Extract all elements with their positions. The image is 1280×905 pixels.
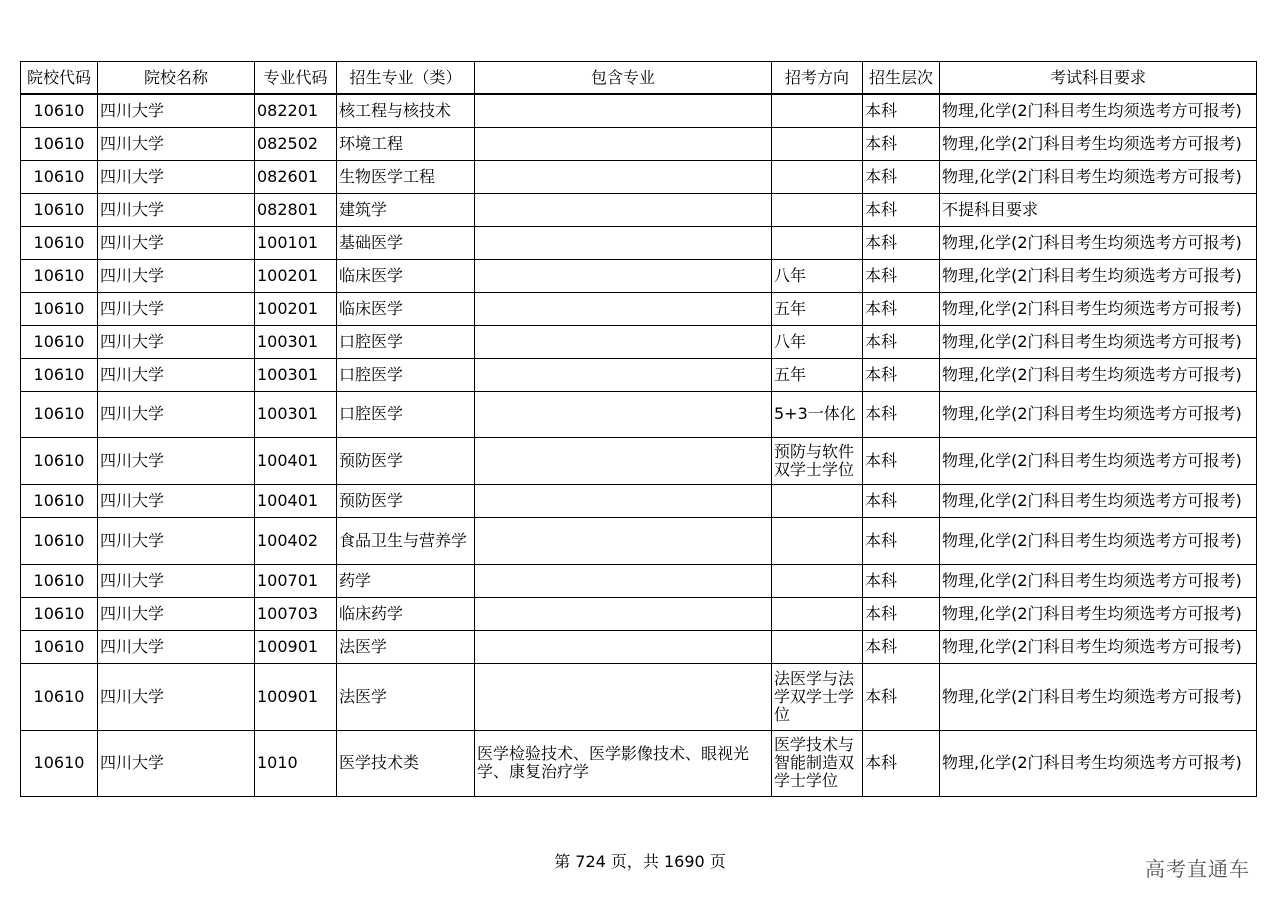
header-subject-requirement: 考试科目要求 bbox=[940, 62, 1257, 95]
cell-major: 食品卫生与营养学 bbox=[337, 517, 475, 564]
cell-included-majors bbox=[475, 564, 772, 597]
cell-school-code: 10610 bbox=[21, 160, 98, 193]
cell-major-code: 100703 bbox=[255, 597, 337, 630]
cell-school-code: 10610 bbox=[21, 630, 98, 663]
header-major: 招生专业（类） bbox=[337, 62, 475, 95]
cell-level: 本科 bbox=[863, 437, 940, 484]
cell-school-code: 10610 bbox=[21, 517, 98, 564]
cell-level: 本科 bbox=[863, 730, 940, 796]
cell-subject-requirement: 物理,化学(2门科目考生均须选考方可报考) bbox=[940, 259, 1257, 292]
cell-included-majors bbox=[475, 193, 772, 226]
cell-included-majors bbox=[475, 517, 772, 564]
cell-school-code: 10610 bbox=[21, 597, 98, 630]
cell-major: 基础医学 bbox=[337, 226, 475, 259]
cell-level: 本科 bbox=[863, 94, 940, 127]
cell-major: 口腔医学 bbox=[337, 358, 475, 391]
table-row bbox=[21, 226, 1257, 259]
cell-school-code: 10610 bbox=[21, 127, 98, 160]
cell-subject-requirement: 物理,化学(2门科目考生均须选考方可报考) bbox=[940, 730, 1257, 796]
cell-direction: 八年 bbox=[772, 259, 863, 292]
cell-direction: 5+3一体化 bbox=[772, 391, 863, 437]
cell-level: 本科 bbox=[863, 358, 940, 391]
table-row bbox=[21, 160, 1257, 193]
cell-major: 临床医学 bbox=[337, 259, 475, 292]
cell-direction: 五年 bbox=[772, 292, 863, 325]
cell-direction bbox=[772, 193, 863, 226]
cell-included-majors bbox=[475, 391, 772, 437]
cell-major: 预防医学 bbox=[337, 437, 475, 484]
cell-major-code: 100301 bbox=[255, 325, 337, 358]
cell-subject-requirement: 物理,化学(2门科目考生均须选考方可报考) bbox=[940, 437, 1257, 484]
table-row bbox=[21, 292, 1257, 325]
cell-major: 法医学 bbox=[337, 630, 475, 663]
cell-school-code: 10610 bbox=[21, 391, 98, 437]
cell-school-code: 10610 bbox=[21, 226, 98, 259]
cell-school-name: 四川大学 bbox=[98, 358, 255, 391]
cell-level: 本科 bbox=[863, 663, 940, 730]
table-row bbox=[21, 630, 1257, 663]
cell-school-code: 10610 bbox=[21, 358, 98, 391]
cell-direction bbox=[772, 597, 863, 630]
cell-major-code: 082601 bbox=[255, 160, 337, 193]
cell-school-name: 四川大学 bbox=[98, 564, 255, 597]
cell-school-name: 四川大学 bbox=[98, 663, 255, 730]
cell-school-name: 四川大学 bbox=[98, 325, 255, 358]
cell-included-majors bbox=[475, 127, 772, 160]
cell-school-name: 四川大学 bbox=[98, 259, 255, 292]
cell-school-name: 四川大学 bbox=[98, 226, 255, 259]
cell-school-code: 10610 bbox=[21, 292, 98, 325]
cell-major-code: 082502 bbox=[255, 127, 337, 160]
cell-included-majors bbox=[475, 630, 772, 663]
cell-subject-requirement: 物理,化学(2门科目考生均须选考方可报考) bbox=[940, 160, 1257, 193]
cell-included-majors bbox=[475, 325, 772, 358]
cell-subject-requirement: 不提科目要求 bbox=[940, 193, 1257, 226]
cell-subject-requirement: 物理,化学(2门科目考生均须选考方可报考) bbox=[940, 358, 1257, 391]
cell-included-majors bbox=[475, 484, 772, 517]
cell-major: 生物医学工程 bbox=[337, 160, 475, 193]
cell-school-code: 10610 bbox=[21, 437, 98, 484]
cell-level: 本科 bbox=[863, 127, 940, 160]
table-row bbox=[21, 127, 1257, 160]
cell-major: 法医学 bbox=[337, 663, 475, 730]
table-row bbox=[21, 391, 1257, 437]
cell-major: 临床药学 bbox=[337, 597, 475, 630]
cell-subject-requirement: 物理,化学(2门科目考生均须选考方可报考) bbox=[940, 630, 1257, 663]
cell-level: 本科 bbox=[863, 484, 940, 517]
cell-school-name: 四川大学 bbox=[98, 193, 255, 226]
cell-school-name: 四川大学 bbox=[98, 730, 255, 796]
watermark-text: 高考直通车 bbox=[1145, 857, 1250, 881]
cell-school-name: 四川大学 bbox=[98, 437, 255, 484]
table-row bbox=[21, 358, 1257, 391]
table-row bbox=[21, 597, 1257, 630]
cell-major-code: 100401 bbox=[255, 484, 337, 517]
cell-level: 本科 bbox=[863, 564, 940, 597]
cell-school-name: 四川大学 bbox=[98, 484, 255, 517]
cell-included-majors bbox=[475, 358, 772, 391]
table-row bbox=[21, 663, 1257, 730]
cell-major-code: 100402 bbox=[255, 517, 337, 564]
cell-included-majors: 医学检验技术、医学影像技术、眼视光学、康复治疗学 bbox=[475, 730, 772, 796]
cell-major-code: 082201 bbox=[255, 94, 337, 127]
cell-included-majors bbox=[475, 292, 772, 325]
cell-major: 临床医学 bbox=[337, 292, 475, 325]
table-row bbox=[21, 484, 1257, 517]
cell-major: 口腔医学 bbox=[337, 325, 475, 358]
table-row bbox=[21, 517, 1257, 564]
cell-major: 建筑学 bbox=[337, 193, 475, 226]
cell-included-majors bbox=[475, 94, 772, 127]
header-major-code: 专业代码 bbox=[255, 62, 337, 95]
table-header-row bbox=[21, 62, 1257, 95]
cell-included-majors bbox=[475, 597, 772, 630]
header-school-name: 院校名称 bbox=[98, 62, 255, 95]
cell-level: 本科 bbox=[863, 517, 940, 564]
cell-major-code: 100901 bbox=[255, 663, 337, 730]
cell-major-code: 100201 bbox=[255, 259, 337, 292]
cell-direction bbox=[772, 564, 863, 597]
cell-level: 本科 bbox=[863, 391, 940, 437]
table-row bbox=[21, 730, 1257, 796]
cell-subject-requirement: 物理,化学(2门科目考生均须选考方可报考) bbox=[940, 292, 1257, 325]
cell-direction bbox=[772, 94, 863, 127]
cell-subject-requirement: 物理,化学(2门科目考生均须选考方可报考) bbox=[940, 484, 1257, 517]
cell-major-code: 100701 bbox=[255, 564, 337, 597]
cell-level: 本科 bbox=[863, 226, 940, 259]
header-included-majors: 包含专业 bbox=[475, 62, 772, 95]
table-row bbox=[21, 94, 1257, 127]
cell-direction: 五年 bbox=[772, 358, 863, 391]
cell-major-code: 1010 bbox=[255, 730, 337, 796]
cell-subject-requirement: 物理,化学(2门科目考生均须选考方可报考) bbox=[940, 94, 1257, 127]
cell-school-code: 10610 bbox=[21, 325, 98, 358]
cell-included-majors bbox=[475, 259, 772, 292]
cell-school-name: 四川大学 bbox=[98, 127, 255, 160]
cell-school-name: 四川大学 bbox=[98, 160, 255, 193]
cell-school-code: 10610 bbox=[21, 484, 98, 517]
table-row bbox=[21, 437, 1257, 484]
cell-direction bbox=[772, 226, 863, 259]
header-direction: 招考方向 bbox=[772, 62, 863, 95]
cell-level: 本科 bbox=[863, 325, 940, 358]
table-row bbox=[21, 193, 1257, 226]
cell-school-name: 四川大学 bbox=[98, 292, 255, 325]
page-number: 第 724 页，共 1690 页 bbox=[554, 852, 726, 871]
cell-level: 本科 bbox=[863, 259, 940, 292]
cell-level: 本科 bbox=[863, 160, 940, 193]
cell-subject-requirement: 物理,化学(2门科目考生均须选考方可报考) bbox=[940, 663, 1257, 730]
cell-level: 本科 bbox=[863, 597, 940, 630]
cell-direction bbox=[772, 630, 863, 663]
cell-school-name: 四川大学 bbox=[98, 391, 255, 437]
cell-school-name: 四川大学 bbox=[98, 630, 255, 663]
header-school-code: 院校代码 bbox=[21, 62, 98, 95]
cell-direction: 预防与软件双学士学位 bbox=[772, 437, 863, 484]
cell-major-code: 100901 bbox=[255, 630, 337, 663]
cell-included-majors bbox=[475, 160, 772, 193]
cell-direction bbox=[772, 127, 863, 160]
cell-major-code: 100301 bbox=[255, 358, 337, 391]
cell-level: 本科 bbox=[863, 193, 940, 226]
cell-major-code: 100301 bbox=[255, 391, 337, 437]
cell-direction bbox=[772, 160, 863, 193]
cell-major: 环境工程 bbox=[337, 127, 475, 160]
cell-direction bbox=[772, 517, 863, 564]
cell-school-code: 10610 bbox=[21, 663, 98, 730]
cell-school-name: 四川大学 bbox=[98, 94, 255, 127]
cell-subject-requirement: 物理,化学(2门科目考生均须选考方可报考) bbox=[940, 391, 1257, 437]
cell-major-code: 082801 bbox=[255, 193, 337, 226]
table-row bbox=[21, 564, 1257, 597]
cell-direction: 八年 bbox=[772, 325, 863, 358]
cell-major: 预防医学 bbox=[337, 484, 475, 517]
cell-school-name: 四川大学 bbox=[98, 517, 255, 564]
cell-school-name: 四川大学 bbox=[98, 597, 255, 630]
cell-level: 本科 bbox=[863, 630, 940, 663]
cell-major: 医学技术类 bbox=[337, 730, 475, 796]
cell-subject-requirement: 物理,化学(2门科目考生均须选考方可报考) bbox=[940, 597, 1257, 630]
cell-subject-requirement: 物理,化学(2门科目考生均须选考方可报考) bbox=[940, 325, 1257, 358]
cell-major-code: 100101 bbox=[255, 226, 337, 259]
table-row bbox=[21, 325, 1257, 358]
cell-major-code: 100201 bbox=[255, 292, 337, 325]
cell-included-majors bbox=[475, 663, 772, 730]
cell-subject-requirement: 物理,化学(2门科目考生均须选考方可报考) bbox=[940, 226, 1257, 259]
cell-major: 药学 bbox=[337, 564, 475, 597]
cell-subject-requirement: 物理,化学(2门科目考生均须选考方可报考) bbox=[940, 517, 1257, 564]
cell-major: 口腔医学 bbox=[337, 391, 475, 437]
admission-table bbox=[20, 61, 1257, 797]
table-row bbox=[21, 259, 1257, 292]
cell-level: 本科 bbox=[863, 292, 940, 325]
header-level: 招生层次 bbox=[863, 62, 940, 95]
table-body bbox=[21, 94, 1257, 796]
cell-school-code: 10610 bbox=[21, 193, 98, 226]
cell-school-code: 10610 bbox=[21, 564, 98, 597]
cell-included-majors bbox=[475, 226, 772, 259]
cell-major-code: 100401 bbox=[255, 437, 337, 484]
cell-direction bbox=[772, 484, 863, 517]
cell-subject-requirement: 物理,化学(2门科目考生均须选考方可报考) bbox=[940, 127, 1257, 160]
cell-included-majors bbox=[475, 437, 772, 484]
cell-school-code: 10610 bbox=[21, 94, 98, 127]
cell-school-code: 10610 bbox=[21, 730, 98, 796]
cell-school-code: 10610 bbox=[21, 259, 98, 292]
cell-major: 核工程与核技术 bbox=[337, 94, 475, 127]
cell-subject-requirement: 物理,化学(2门科目考生均须选考方可报考) bbox=[940, 564, 1257, 597]
cell-direction: 法医学与法学双学士学位 bbox=[772, 663, 863, 730]
cell-direction: 医学技术与智能制造双学士学位 bbox=[772, 730, 863, 796]
